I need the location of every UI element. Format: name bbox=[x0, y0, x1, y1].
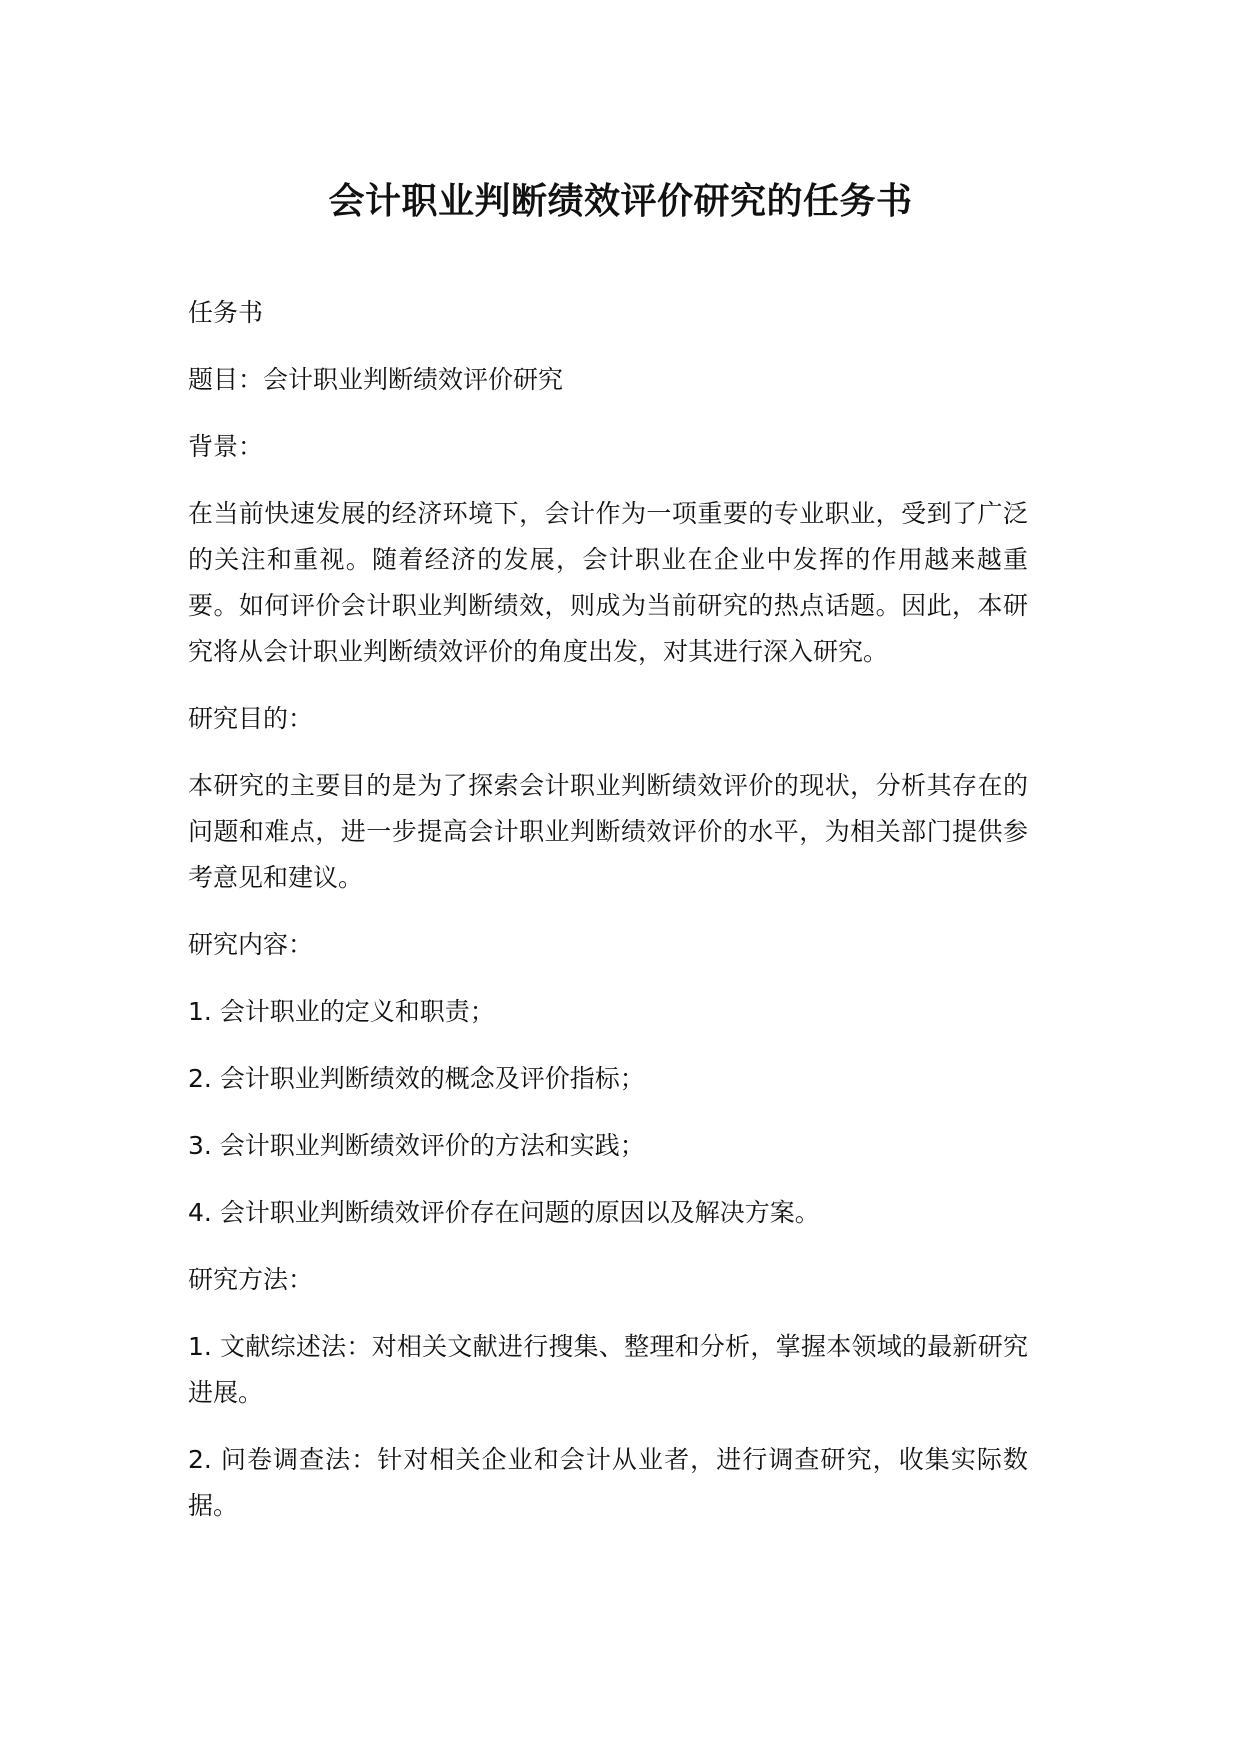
section-heading-background: 背景： bbox=[188, 432, 264, 461]
paragraph-background: 在当前快速发展的经济环境下，会计作为一项重要的专业职业，受到了广泛的关注和重视。随着经济的发展，会计职业在企业中发挥的作用越来越重要。如何评价会计职业判断绩效，则成为当前研究的热点话题。因此，本研究将从会计职业判断绩效评价的角度出发，对其进行深入研究。 bbox=[188, 499, 1028, 666]
list-item-content-4: 4. 会计职业判断绩效评价存在问题的原因以及解决方案。 bbox=[188, 1198, 820, 1227]
list-item-content-1: 1. 会计职业的定义和职责； bbox=[188, 997, 495, 1026]
section-heading-purpose: 研究目的： bbox=[188, 704, 314, 733]
list-item-method-2: 2. 问卷调查法：针对相关企业和会计从业者，进行调查研究，收集实际数据。 bbox=[188, 1445, 1028, 1520]
section-heading-methods: 研究方法： bbox=[188, 1265, 314, 1294]
paragraph-heading-task: 任务书 bbox=[188, 298, 264, 327]
document-title: 会计职业判断绩效评价研究的任务书 bbox=[328, 181, 913, 222]
paragraph-topic: 题目：会计职业判断绩效评价研究 bbox=[188, 365, 564, 394]
list-item-content-2: 2. 会计职业判断绩效的概念及评价指标； bbox=[188, 1064, 645, 1093]
list-item-content-3: 3. 会计职业判断绩效评价的方法和实践； bbox=[188, 1131, 645, 1160]
paragraph-purpose: 本研究的主要目的是为了探索会计职业判断绩效评价的现状，分析其存在的问题和难点，进一步提高会计职业判断绩效评价的水平，为相关部门提供参考意见和建议。 bbox=[188, 771, 1028, 892]
document-body bbox=[188, 290, 1028, 1550]
list-item-method-1: 1. 文献综述法：对相关文献进行搜集、整理和分析，掌握本领域的最新研究进展。 bbox=[188, 1332, 1028, 1407]
section-heading-content: 研究内容： bbox=[188, 930, 314, 959]
